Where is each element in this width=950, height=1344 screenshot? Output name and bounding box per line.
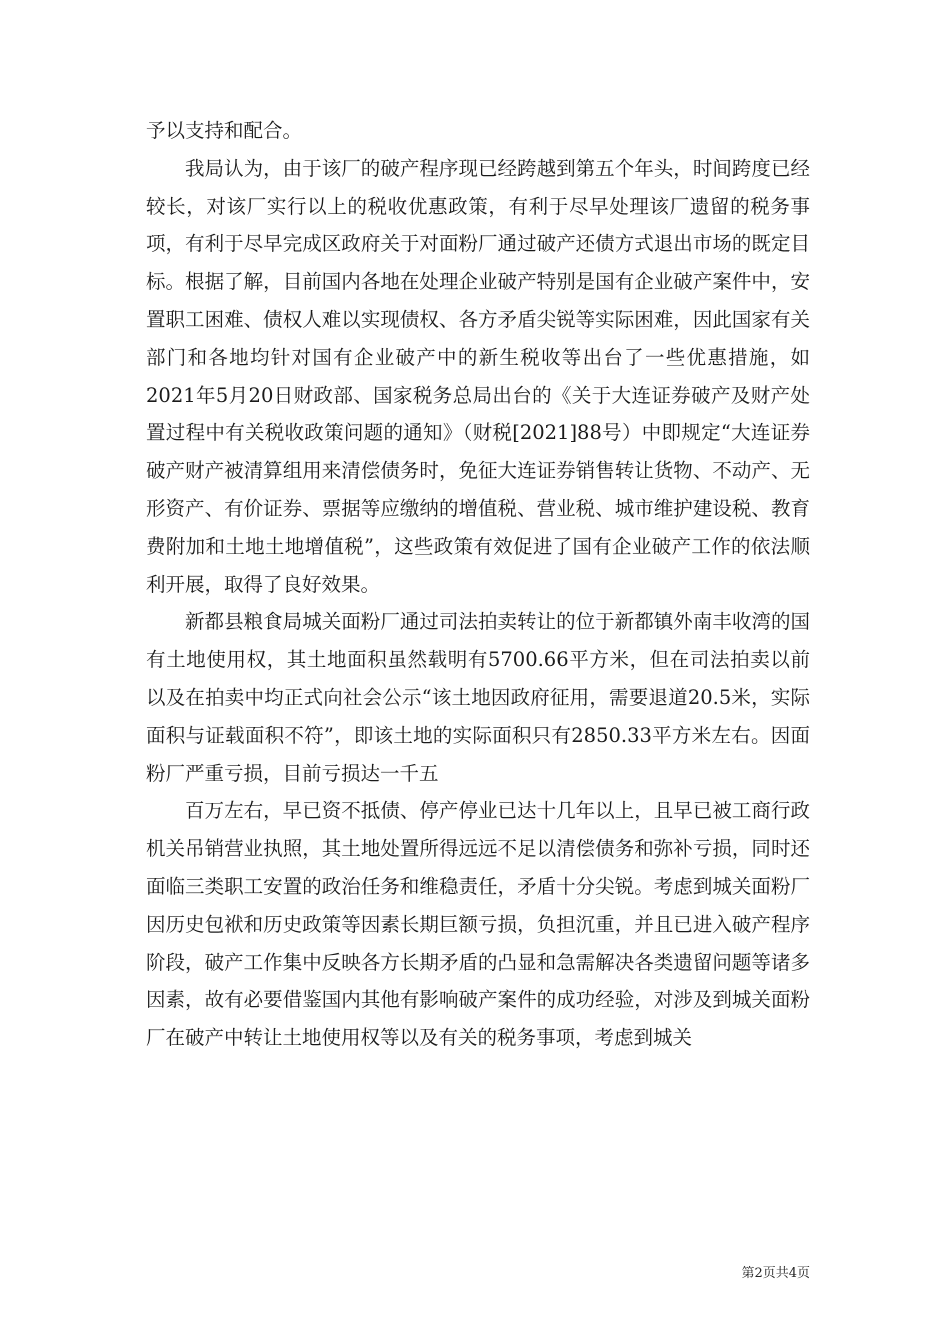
page-number: 第2页共4页 bbox=[741, 1266, 810, 1281]
paragraph-tax-opinion: 我局认为，由于该厂的破产程序现已经跨越到第五个年头，时间跨度已经较长，对该厂实行以上的税收优惠政策，有利于尽早处理该厂遗留的税务事项，有利于尽早完成区政府关于对面粉厂通过破产还债方式退出市场的既定目标。根据了解，目前国内各地在处理企业破产特别是国有企业破产案件中，安置职工困难、债权人难以实现债权、各方矛盾尖锐等实际困难，因此国家有关部门和各地均针对国有企业破产中的新生税收等出台了一些优惠措施，如2021年5月20日财政部、国家税务总局出台的《关于大连证券破产及财产处置过程中有关税收政策问题的通知》（财税[2021]88号）中即规定“大连证券破产财产被清算组用来清偿债务时，免征大连证券销售转让货物、不动产、无形资产、有价证券、票据等应缴纳的增值税、营业税、城市维护建设税、教育费附加和土地土地增值税”，这些政策有效促进了国有企业破产工作的依法顺利开展，取得了良好效果。 bbox=[146, 156, 810, 596]
paragraph-continuation: 予以支持和配合。 bbox=[146, 119, 303, 142]
paragraph-land-auction: 新都县粮食局城关面粉厂通过司法拍卖转让的位于新都镇外南丰收湾的国有土地使用权，其土地面积虽然载明有5700.66平方米，但在司法拍卖以前以及在拍卖中均正式向社会公示“该土地因政府征用，需要退道20.5米，实际面积与证载面积不符”，即该土地的实际面积只有2850.33平方米左右。因面粉厂严重亏损，目前亏损达一千五 bbox=[146, 610, 810, 785]
document-body bbox=[146, 112, 810, 1057]
paragraph-losses: 百万左右，早已资不抵债、停产停业已达十几年以上，且早已被工商行政机关吊销营业执照，其土地处置所得远远不足以清偿债务和弥补亏损，同时还面临三类职工安置的政治任务和维稳责任，矛盾十分尖锐。考虑到城关面粉厂因历史包袱和历史政策等因素长期巨额亏损，负担沉重，并且已进入破产程序阶段，破产工作集中反映各方长期矛盾的凸显和急需解决各类遗留问题等诸多因素，故有必要借鉴国内其他有影响破产案件的成功经验，对涉及到城关面粉厂在破产中转让土地使用权等以及有关的税务事项，考虑到城关 bbox=[146, 799, 810, 1050]
